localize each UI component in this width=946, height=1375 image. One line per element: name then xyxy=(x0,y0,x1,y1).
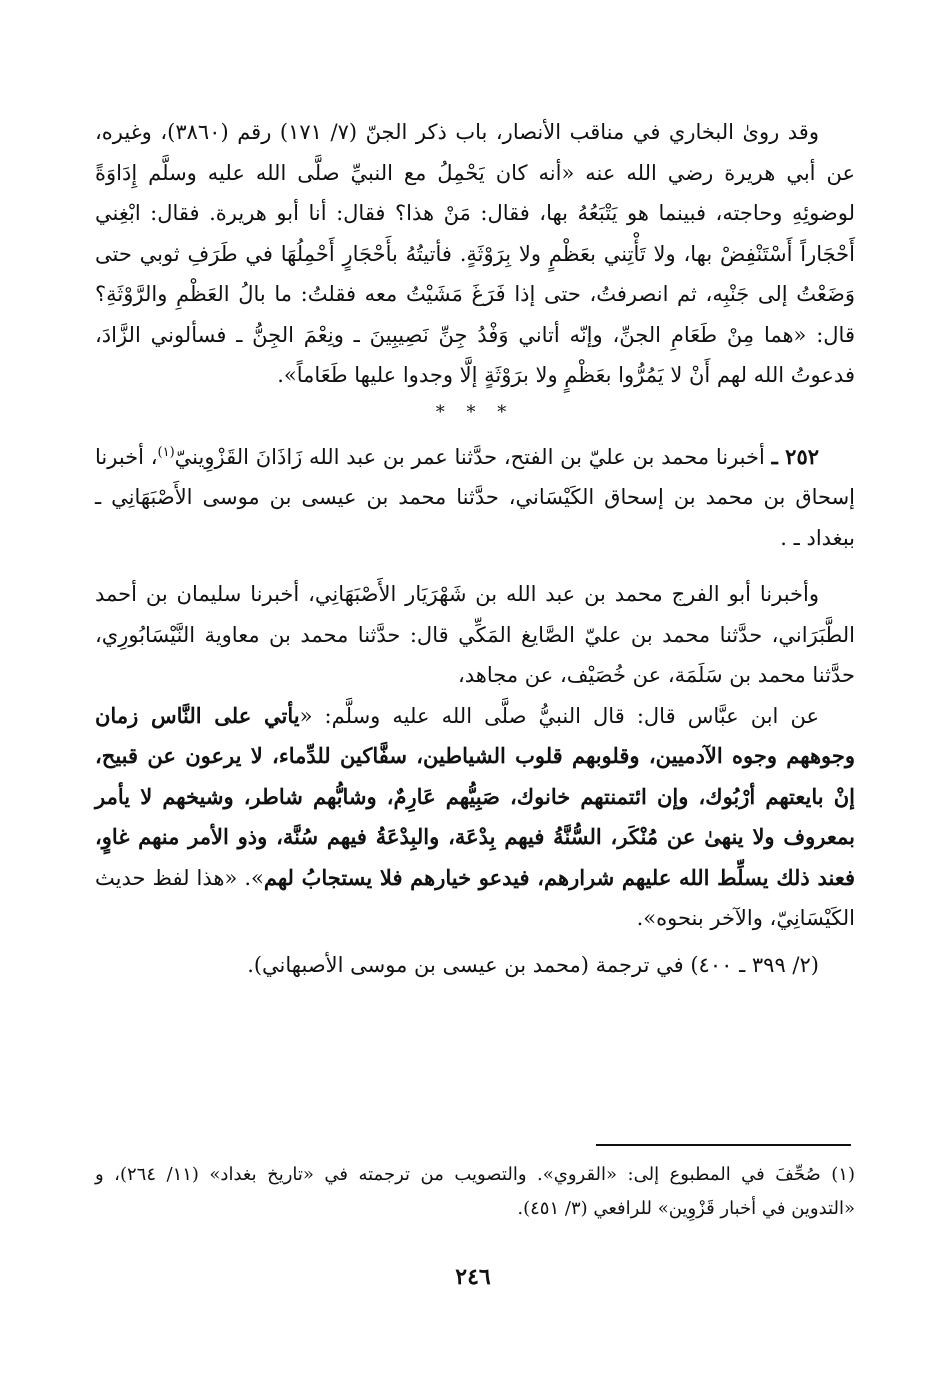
isnad-text: أخبرنا محمد بن عليّ بن الفتح، حدَّثنا عمر بن عبد الله زَاذَانَ القَزْوِينيّ xyxy=(174,444,772,469)
footnote-divider xyxy=(596,1144,851,1146)
hadith-intro: عن ابن عبَّاس قال: قال النبيُّ صلَّى الله عليه وسلَّم: « xyxy=(299,703,819,728)
section-separator: * * * xyxy=(435,401,515,423)
paragraph-second-isnad: وأخبرنا أبو الفرج محمد بن عبد الله بن شَهْرَيَار الأَصْبَهَانِي، أخبرنا سليمان بن أحمد الطَّبَرَاني، حدَّثنا محمد بن عليّ الصَّايغ المَكِّي قال: حدَّثنا محمد بن معاوية النَّيْسَابُورِي، حدَّثنا محمد بن سَلَمَة، عن خُصَيْف، عن مجاهد، xyxy=(95,582,855,687)
footnote-1: (١) صُحِّفَ في المطبوع إلى: «القروي». والتصويب من ترجمته في «تاريخ بغداد» (١١/ ٢٦٤)، و «التدوين في أخبار قَزْوِين» للرافعي (٣/ ٤٥١). xyxy=(95,1164,855,1219)
paragraph-hadith xyxy=(95,696,855,939)
isnad-text-rest: ، أخبرنا إسحاق بن محمد بن إسحاق الكَيْسَاني، حدَّثنا محمد بن عيسى بن موسى الأَصْبَهَانِي ـ ببغداد ـ . xyxy=(95,444,855,550)
hadith-tail: ». «هذا لفظ حديث الكَيْسَانِيّ، والآخر بنحوه». xyxy=(95,865,855,930)
page-body xyxy=(95,112,855,985)
footnote-ref[interactable]: (١) xyxy=(157,444,175,460)
paragraph-isnad-252 xyxy=(95,433,855,559)
paragraph-source-reference: (٢/ ٣٩٩ ـ ٤٠٠) في ترجمة (محمد بن عيسى بن موسى الأصبهاني). xyxy=(247,952,819,977)
hadith-matn: يأتي على النَّاس زمان وجوههم وجوه الآدميين، وقلوبهم قلوب الشياطين، سفَّاكين للدِّماء، لا يرعون عن قبيح، إنْ بايعتهم أرْبُوك، وإن ائتمنتهم خانوك، صَبِيُّهم عَارِمٌ، وشابُّهم شاطر، وشيخهم لا يأمر بمعروف ولا ينهىٰ عن مُنْكَر، السُّنَّةُ فيهم بِدْعَة، والبِدْعَةُ فيهم سُنَّة، وذو الأمر منهم غاوٍ، فعند ذلك يسلِّط الله عليهم شرارهم، فيدعو خيارهم فلا يستجابُ لهم xyxy=(95,702,855,890)
page-number: ٢٤٦ xyxy=(455,1264,491,1290)
hadith-number: ٢٥٢ ـ xyxy=(771,443,820,469)
paragraph-bukhari: وقد روىٰ البخاري في مناقب الأنصار، باب ذكر الجنّ (٧/ ١٧١) رقم (٣٨٦٠)، وغيره، عن أبي هريرة رضي الله عنه «أنه كان يَحْمِلُ مع النبيِّ صلَّى الله عليه وسلَّم إِدَاوَةً لوضوئِهِ وحاجته، فبينما هو يَتْبَعُهُ بها، فقال: مَنْ هذا؟ فقال: أنا أبو هريرة. فقال: ابْغِني أَحْجَاراً أَسْتَنْفِضْ بها، ولا تَأْتِني بعَظْمٍ ولا بِرَوْثَةٍ. فأتيتُهُ بأَحْجَارٍ أَحْمِلُهَا في طَرَفِ ثوبي حتى وَضَعْتُ إلى جَنْبِه، ثم انصرفتُ، حتى إذا فَرَغَ مَشَيْتُ معه فقلتُ: ما بالُ العَظْمِ والرَّوْثَةِ؟ قال: «هما مِنْ طَعَامِ الجنِّ، وإنّه أتاني وَفْدُ جِنِّ نَصِيبِينَ ـ ونِعْمَ الجِنُّ ـ فسألوني الزَّادَ، فدعوتُ الله لهم أَنْ لا يَمُرُّوا بعَظْمٍ ولا برَوْثَةٍ إلَّا وجدوا عليها طَعَاماً». xyxy=(95,120,855,387)
